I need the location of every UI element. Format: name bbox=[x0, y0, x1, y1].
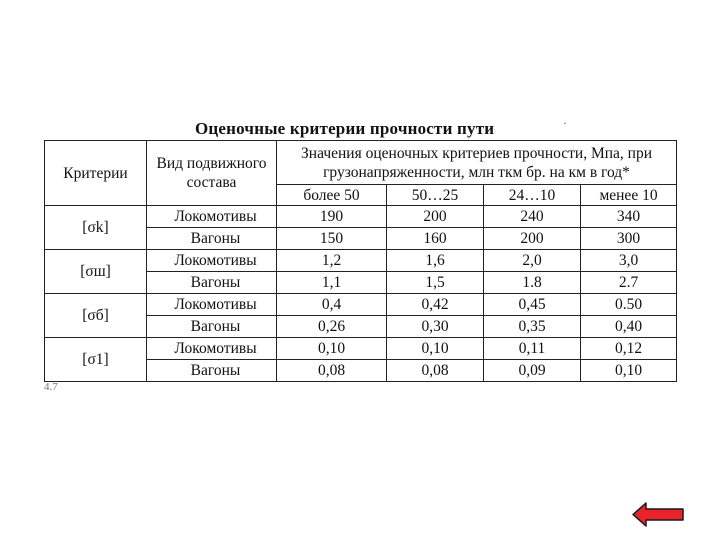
value-cell: 1,6 bbox=[387, 250, 484, 272]
value-cell: 0,10 bbox=[387, 338, 484, 360]
stock-type-cell: Вагоны bbox=[147, 228, 277, 250]
value-cell: 340 bbox=[581, 206, 677, 228]
header-stock-type: Вид подвижного состава bbox=[147, 141, 277, 206]
load-range-2: 50…25 bbox=[387, 185, 484, 206]
stock-type-cell: Вагоны bbox=[147, 360, 277, 382]
stock-type-cell: Локомотивы bbox=[147, 250, 277, 272]
stock-type-cell: Локомотивы bbox=[147, 206, 277, 228]
value-cell: 1,1 bbox=[277, 272, 387, 294]
stock-type-cell: Вагоны bbox=[147, 316, 277, 338]
value-cell: 0,09 bbox=[484, 360, 581, 382]
table-row bbox=[45, 338, 677, 360]
value-cell: 0,11 bbox=[484, 338, 581, 360]
criterion-label: [σ1] bbox=[45, 338, 147, 382]
header-criteria: Критерии bbox=[45, 141, 147, 206]
value-cell: 0,10 bbox=[277, 338, 387, 360]
value-cell: 2,0 bbox=[484, 250, 581, 272]
value-cell: 3,0 bbox=[581, 250, 677, 272]
footnote-mark: 4.7 bbox=[44, 381, 58, 393]
left-arrow-icon bbox=[632, 501, 684, 528]
table-row bbox=[45, 206, 677, 228]
value-cell: 0,45 bbox=[484, 294, 581, 316]
value-cell: 1.8 bbox=[484, 272, 581, 294]
value-cell: 2.7 bbox=[581, 272, 677, 294]
value-cell: 0,4 bbox=[277, 294, 387, 316]
value-cell: 0,08 bbox=[277, 360, 387, 382]
header-values: Значения оценочных критериев прочности, Мпа, при грузонапряженности, млн ткм бр. на км в год* bbox=[277, 141, 677, 185]
value-cell: 1,5 bbox=[387, 272, 484, 294]
value-cell: 0,30 bbox=[387, 316, 484, 338]
value-cell: 150 bbox=[277, 228, 387, 250]
criterion-label: [σk] bbox=[45, 206, 147, 250]
value-cell: 0,10 bbox=[581, 360, 677, 382]
value-cell: 0,40 bbox=[581, 316, 677, 338]
value-cell: 190 bbox=[277, 206, 387, 228]
value-cell: 0,42 bbox=[387, 294, 484, 316]
load-range-1: более 50 bbox=[277, 185, 387, 206]
load-range-3: 24…10 bbox=[484, 185, 581, 206]
criterion-label: [σш] bbox=[45, 250, 147, 294]
value-cell: 0,35 bbox=[484, 316, 581, 338]
value-cell: 240 bbox=[484, 206, 581, 228]
value-cell: 0,12 bbox=[581, 338, 677, 360]
arrow-shape bbox=[633, 503, 683, 526]
criterion-label: [σб] bbox=[45, 294, 147, 338]
table-title: Оценочные критерии прочности пути bbox=[195, 119, 495, 138]
value-cell: 300 bbox=[581, 228, 677, 250]
back-button[interactable] bbox=[632, 501, 684, 528]
value-cell: 0.50 bbox=[581, 294, 677, 316]
value-cell: 160 bbox=[387, 228, 484, 250]
table-row bbox=[45, 250, 677, 272]
table-row bbox=[45, 294, 677, 316]
scan-mark: · bbox=[563, 116, 567, 130]
stock-type-cell: Вагоны bbox=[147, 272, 277, 294]
value-cell: 200 bbox=[387, 206, 484, 228]
value-cell: 0,26 bbox=[277, 316, 387, 338]
value-cell: 1,2 bbox=[277, 250, 387, 272]
criteria-table bbox=[44, 140, 677, 382]
value-cell: 200 bbox=[484, 228, 581, 250]
stock-type-cell: Локомотивы bbox=[147, 338, 277, 360]
value-cell: 0,08 bbox=[387, 360, 484, 382]
stock-type-cell: Локомотивы bbox=[147, 294, 277, 316]
load-range-4: менее 10 bbox=[581, 185, 677, 206]
